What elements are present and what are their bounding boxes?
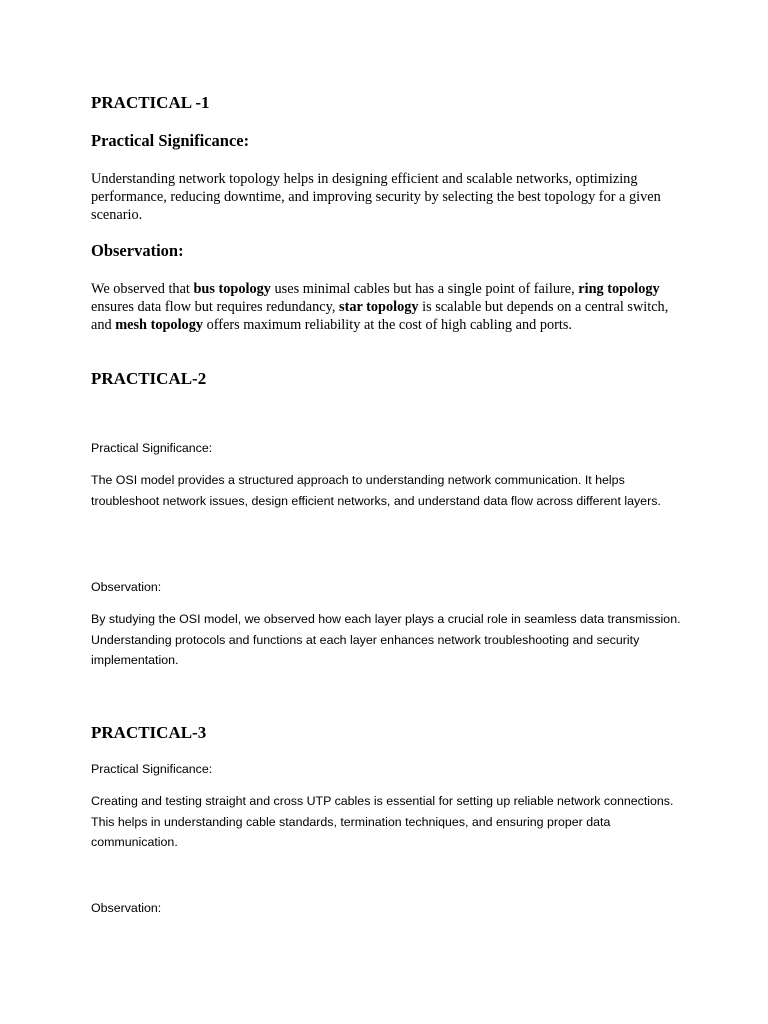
practical-3-title: PRACTICAL-3 [91,723,207,742]
mesh-topology-term: mesh topology [115,317,203,333]
practical-2-title: PRACTICAL-2 [91,369,207,388]
practical-3-significance-heading: Practical Significance: [91,762,213,776]
practical-2-significance-heading: Practical Significance: [91,441,213,455]
practical-1-significance-text: Understanding network topology helps in designing efficient and scalable networks, optimizing performance, reducing downtime, and improving security by selecting the best topology for a given scenario. [91,171,661,223]
practical-1-observation-heading: Observation: [91,241,184,260]
practical-3-significance-text: Creating and testing straight and cross UTP cables is essential for setting up reliable network connections. This helps in understanding cable standards, termination techniques, and ensuring proper data communication. [91,794,674,849]
bus-topology-term: bus topology [193,281,271,297]
practical-1-title: PRACTICAL -1 [91,93,210,112]
ring-topology-term: ring topology [578,281,660,297]
practical-3-observation-heading: Observation: [91,901,162,915]
practical-1-significance-heading: Practical Significance: [91,131,250,150]
practical-2-observation-text: By studying the OSI model, we observed how each layer plays a crucial role in seamless data transmission. Understanding protocols and functions at each layer enhances network troubleshooting and security implementation. [91,612,681,667]
practical-2-significance-text: The OSI model provides a structured approach to understanding network communication. It helps troubleshoot network issues, design efficient networks, and understand data flow across different layers. [91,473,661,508]
practical-1-observation-text: We observed that bus topology uses minimal cables but has a single point of failure, ring topology ensures data flow but requires redundancy, star topology is scalable but depends on a central switch, and mesh topology offers maximum reliability at the cost of high cabling and ports. [91,281,669,333]
practical-2-observation-heading: Observation: [91,580,162,594]
star-topology-term: star topology [339,299,419,315]
